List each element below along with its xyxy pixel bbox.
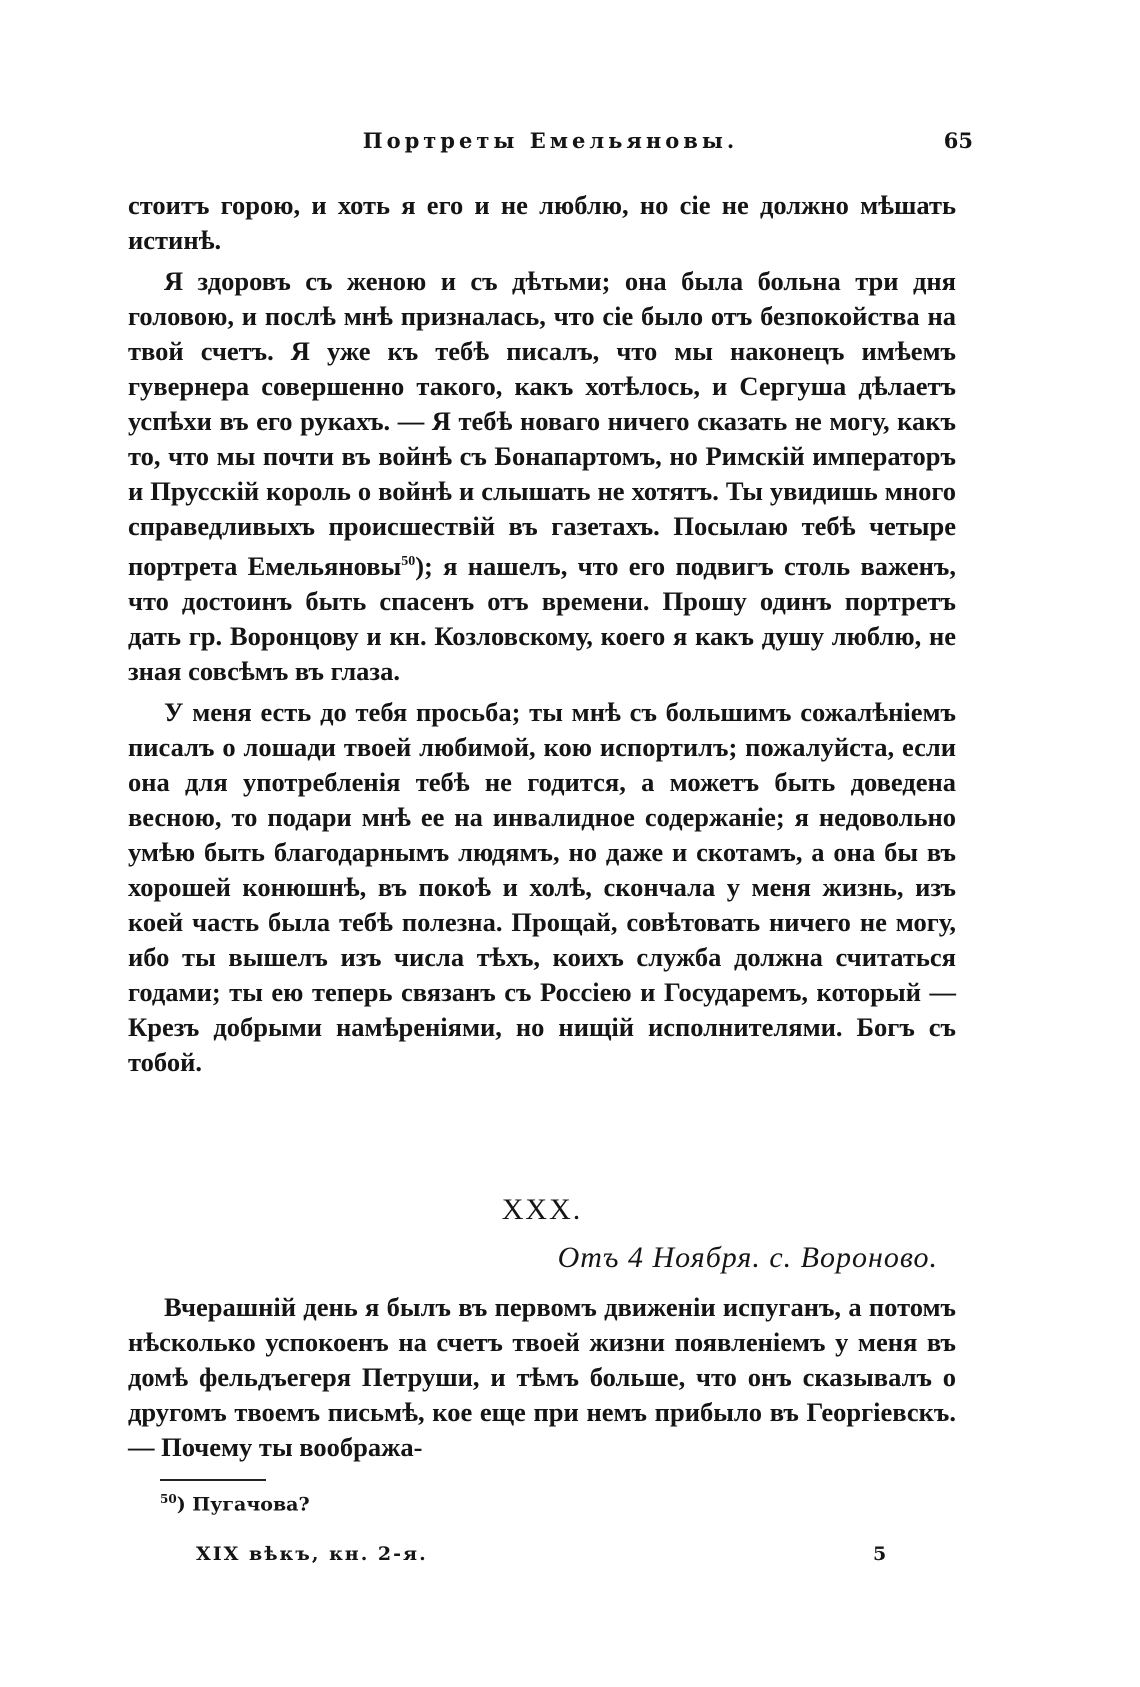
footnote-marker: 50: [160, 1492, 177, 1506]
footnote-divider: [160, 1479, 266, 1481]
footnote: [160, 1492, 310, 1515]
footnote-reference: 50: [401, 554, 416, 569]
running-title: Портреты Емельяновы.: [362, 128, 739, 153]
paragraph-family-news: [128, 264, 956, 689]
printer-signature: [196, 1543, 956, 1573]
signature-label: XIX вѣкъ, кн. 2-я.: [196, 1543, 428, 1565]
footnote-text: ) Пугачова?: [176, 1493, 310, 1516]
letter-text: Вчерашній день я былъ въ первомъ движеніи испуганъ, а потомъ нѣсколько успокоенъ на счетъ твоей жизни появленіемъ у меня въ домѣ фельдъегеря Петруши, и тѣмъ больше, что онъ сказывалъ о другомъ твоемъ письмѣ, кое еще при немъ прибыло въ Георгіевскъ. — Почему ты вообража-: [128, 1292, 956, 1462]
letter-dateline: Отъ 4 Ноября. с. Вороново.: [557, 1241, 938, 1274]
paragraph-continuation: стоитъ горою, и хоть я его и не люблю, но сіе не должно мѣшать истинѣ.: [128, 190, 956, 255]
signature-number: 5: [873, 1543, 887, 1565]
running-head: [128, 128, 973, 160]
page-number: 65: [943, 128, 973, 153]
body-text: [128, 188, 956, 1080]
section-heading: XXX.: [501, 1193, 583, 1226]
paragraph-horse-request: У меня есть до тебя просьба; ты мнѣ съ большимъ сожалѣніемъ писалъ о лошади твоей любимой, кою испортилъ; пожалуйста, если она для употребленія тебѣ не годится, а можетъ быть доведена весною, то подари мнѣ ее на инвалидное содержаніе; я недовольно умѣю быть благодарнымъ людямъ, но даже и скотамъ, а она бы въ хорошей конюшнѣ, въ покоѣ и холѣ, скончала у меня жизнь, изъ коей часть была тебѣ полезна. Прощай, совѣтовать ничего не могу, ибо ты вышелъ изъ числа тѣхъ, коихъ служба должна считаться годами; ты ею теперь связанъ съ Россіею и Государемъ, который — Крезъ добрыми намѣреніями, но нищій исполнителями. Богъ съ тобой.: [128, 696, 956, 1077]
paragraph-family-news-end: ); я нашелъ, что его подвигъ столь важенъ, что достоинъ быть спасенъ отъ времени. Прошу одинъ портретъ дать гр. Воронцову и кн. Козловскому, коего я какъ душу люблю, не зная совсѣмъ въ глаза.: [128, 550, 957, 686]
paragraph-family-news-text: Я здоровъ съ женою и съ дѣтьми; она была больна три дня головою, и послѣ мнѣ призналась, что сіе было отъ безпокойства на твой счетъ. Я уже къ тебѣ писалъ, что мы наконецъ имѣемъ гувернера совершенно такого, какъ хотѣлось, и Сергуша дѣлаетъ успѣхи въ его рукахъ. — Я тебѣ новаго ничего сказать не могу, какъ то, что мы почти въ войнѣ съ Бонапартомъ, но Римскій императоръ и Прусскій король о войнѣ и слышать не хотятъ. Ты увидишь много справедливыхъ происшествій въ газетахъ. Посылаю тебѣ четыре портрета Емельяновы: [128, 266, 956, 581]
